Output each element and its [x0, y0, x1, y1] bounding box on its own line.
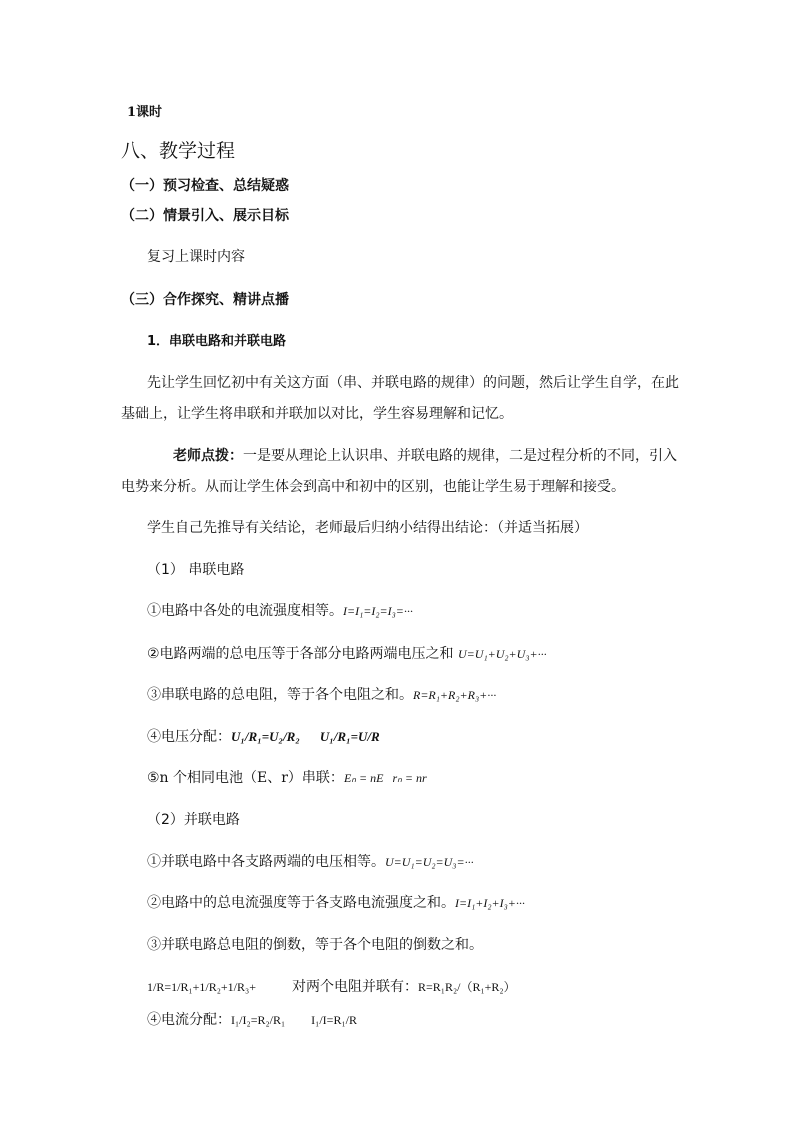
series-rule-4 — [147, 728, 380, 746]
intro-paragraph-line1: 先让学生回忆初中有关这方面（串、并联电路的规律）的问题，然后让学生自学，在此 — [147, 375, 679, 391]
subsection-intro: （二）情景引入、展示目标 — [121, 208, 289, 224]
series-rule-5-equation: Eₙ = nE rₙ = nr — [343, 771, 427, 785]
conclusion-intro: 学生自己先推导有关结论，老师最后归纳小结得出结论：（并适当拓展） — [147, 520, 588, 536]
section-title: 八、教学过程 — [121, 140, 236, 162]
series-heading: （1） 串联电路 — [147, 562, 245, 578]
two-resistor-equation: R=R₁R₂/（R₁+R₂） — [417, 980, 516, 994]
series-rule-2-text: ②电路两端的总电压等于各部分电路两端电压之和 — [147, 646, 454, 662]
parallel-rule-2 — [147, 894, 525, 912]
parallel-rule-4-text: ④电流分配： — [147, 1012, 231, 1028]
series-rule-3-text: ③串联电路的总电阻，等于各个电阻之和。 — [147, 687, 413, 703]
parallel-rule-4-equation-1: I₁/I₂=R₂/R₁ — [231, 1013, 286, 1027]
series-rule-3-equation: R=R₁+R₂+R₃+··· — [413, 688, 497, 702]
series-rule-4-equation-1: U₁/R₁=U₂/R₂ — [231, 729, 300, 744]
teacher-note-text: 一是要从理论上认识串、并联电路的规律，二是过程分析的不同，引入 — [243, 448, 677, 464]
two-resistor-text: 对两个电阻并联有： — [291, 979, 418, 995]
teacher-note-label: 老师点拨： — [173, 448, 243, 464]
subsection-preview: （一）预习检查、总结疑惑 — [121, 178, 289, 194]
series-rule-4-text: ④电压分配： — [147, 729, 231, 745]
lesson-label: 1课时 — [127, 105, 163, 120]
series-rule-4-equation-2: U₁/R₁=U/R — [319, 729, 380, 744]
teacher-note-line1 — [173, 447, 677, 465]
topic-heading: 1．串联电路和并联电路 — [147, 334, 287, 349]
parallel-rule-2-equation: I=I₁+I₂+I₃+··· — [455, 896, 525, 910]
series-rule-5 — [147, 769, 427, 787]
parallel-rule-1-text: ①并联电路中各支路两端的电压相等。 — [147, 854, 385, 870]
series-rule-3 — [147, 686, 496, 704]
series-rule-2 — [147, 645, 547, 663]
parallel-rule-4-equation-2: I₁/I=R₁/R — [311, 1013, 357, 1027]
subsection-explore: （三）合作探究、精讲点播 — [121, 292, 289, 308]
parallel-rule-1-equation: U=U₁=U₂=U₃=··· — [385, 855, 474, 869]
parallel-resistance-line — [147, 978, 516, 996]
parallel-resistance-formula: 1/R=1/R₁+1/R₂+1/R₃+ — [147, 980, 256, 994]
teacher-note-line2: 电势来分析。从而让学生体会到高中和初中的区别，也能让学生易于理解和接受。 — [121, 479, 625, 495]
series-rule-5-text: ⑤n 个相同电池（E、r）串联： — [147, 770, 344, 786]
review-text: 复习上课时内容 — [147, 249, 245, 265]
intro-paragraph-line2: 基础上，让学生将串联和并联加以对比，学生容易理解和记忆。 — [121, 406, 513, 422]
parallel-rule-2-text: ②电路中的总电流强度等于各支路电流强度之和。 — [147, 895, 455, 911]
parallel-rule-3: ③并联电路总电阻的倒数，等于各个电阻的倒数之和。 — [147, 937, 483, 953]
parallel-heading: （2）并联电路 — [147, 812, 240, 828]
parallel-rule-1 — [147, 853, 474, 871]
series-rule-1 — [147, 602, 413, 620]
parallel-rule-4 — [147, 1011, 357, 1029]
series-rule-1-equation: I=I₁=I₂=I₃=··· — [343, 604, 413, 618]
series-rule-2-equation: U=U₁+U₂+U₃+··· — [458, 647, 547, 661]
series-rule-1-text: ①电路中各处的电流强度相等。 — [147, 603, 343, 619]
